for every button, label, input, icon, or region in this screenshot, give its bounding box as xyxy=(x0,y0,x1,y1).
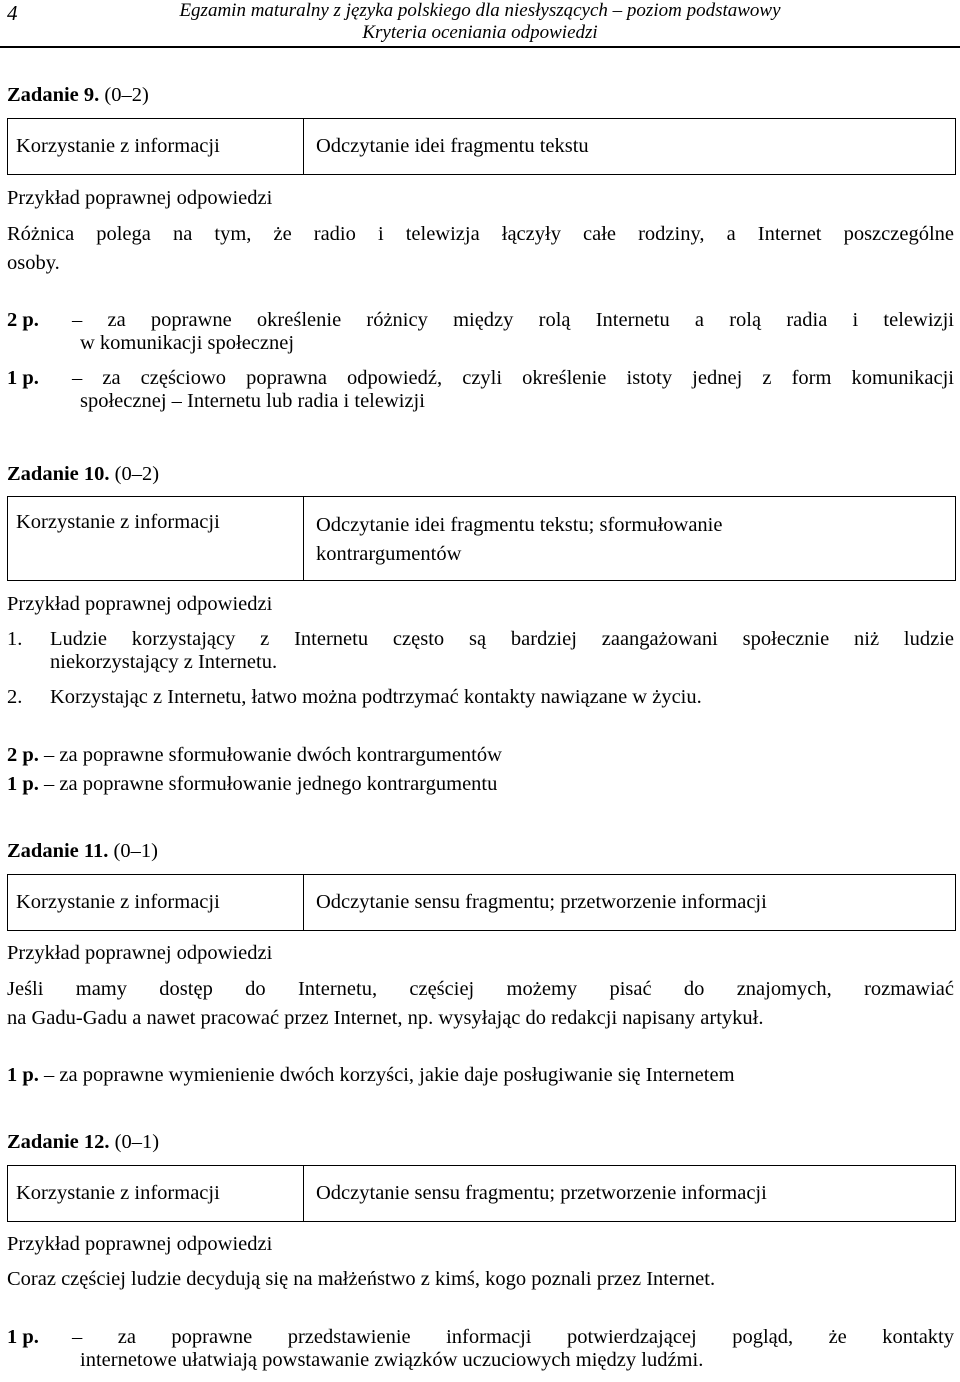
task-9-criteria-table xyxy=(7,118,956,175)
list-number: 2. xyxy=(7,686,23,708)
task-range: (0–2) xyxy=(104,84,149,106)
task-title-text: Zadanie 9. xyxy=(7,84,100,106)
score-points: 1 p. xyxy=(7,1326,39,1348)
score-1p xyxy=(7,367,954,413)
score-text: – za poprawne sformułowanie jednego kontrargumentu xyxy=(44,773,498,795)
score-text: – za poprawne określenie różnicy między rolą Internetu a rolą radia i telewizji xyxy=(72,309,954,331)
task-12-title xyxy=(7,1131,159,1154)
score-text-cont: społecznej – Internetu lub radia i telewizji xyxy=(80,390,425,412)
example-label: Przykład poprawnej odpowiedzi xyxy=(7,942,273,964)
example-label: Przykład poprawnej odpowiedzi xyxy=(7,187,273,209)
header-subtitle: Kryteria oceniania odpowiedzi xyxy=(362,22,598,43)
list-item xyxy=(7,686,954,709)
example-label: Przykład poprawnej odpowiedzi xyxy=(7,593,273,615)
score-points: 1 p. xyxy=(7,773,39,795)
page-header xyxy=(0,0,960,48)
score-text: – za poprawne sformułowanie dwóch kontrargumentów xyxy=(44,744,502,766)
score-2p xyxy=(7,309,954,355)
task-title-text: Zadanie 12. xyxy=(7,1131,110,1153)
task-range: (0–1) xyxy=(113,840,158,862)
answer-text: Jeśli mamy dostęp do Internetu, częściej możemy pisać do znajomych, rozmawiać xyxy=(7,978,954,1000)
task-10-criteria-table xyxy=(7,496,956,581)
example-label: Przykład poprawnej odpowiedzi xyxy=(7,1233,273,1255)
header-title: Egzamin maturalny z języka polskiego dla niesłyszących – poziom podstawowy xyxy=(179,0,781,21)
score-text-cont: w komunikacji społecznej xyxy=(80,332,295,354)
page-number: 4 xyxy=(7,1,18,25)
score-1p xyxy=(7,773,497,796)
skill-cell: Korzystanie z informacji xyxy=(16,891,220,913)
score-text-cont: internetowe ułatwiają powstawanie związków uczuciowych między ludźmi. xyxy=(80,1349,704,1371)
answer-text-cont: osoby. xyxy=(7,252,60,274)
list-item xyxy=(7,628,954,674)
requirement-line: Odczytanie idei fragmentu tekstu; sformułowanie xyxy=(316,514,723,536)
task-10-title xyxy=(7,463,159,486)
score-2p xyxy=(7,744,502,767)
skill-cell: Korzystanie z informacji xyxy=(16,1182,220,1204)
list-text: Korzystając z Internetu, łatwo można podtrzymać kontakty nawiązane w życiu. xyxy=(50,686,702,708)
score-text: – za poprawne wymienienie dwóch korzyści, jakie daje posługiwanie się Internetem xyxy=(44,1064,735,1086)
list-text: Ludzie korzystający z Internetu często są bardziej zaangażowani społecznie niż ludzie xyxy=(50,628,954,650)
skill-cell: Korzystanie z informacji xyxy=(16,511,220,533)
score-points: 1 p. xyxy=(7,367,39,389)
task-title-text: Zadanie 11. xyxy=(7,840,109,862)
score-1p xyxy=(7,1326,954,1372)
requirement-cell: Odczytanie sensu fragmentu; przetworzenie informacji xyxy=(303,1166,956,1221)
task-11-title xyxy=(7,840,158,863)
task-9-title xyxy=(7,84,149,107)
list-number: 1. xyxy=(7,628,23,650)
score-points: 2 p. xyxy=(7,744,39,766)
requirement-cell xyxy=(303,497,956,580)
task-12-criteria-table xyxy=(7,1165,956,1222)
requirement-cell: Odczytanie sensu fragmentu; przetworzenie informacji xyxy=(303,875,956,930)
answer-text-cont: na Gadu-Gadu a nawet pracować przez Internet, np. wysyłając do redakcji napisany artykuł. xyxy=(7,1007,764,1029)
task-title-text: Zadanie 10. xyxy=(7,463,110,485)
score-points: 1 p. xyxy=(7,1064,39,1086)
requirement-cell: Odczytanie idei fragmentu tekstu xyxy=(303,119,956,174)
skill-cell: Korzystanie z informacji xyxy=(16,135,220,157)
list-text-cont: niekorzystający z Internetu. xyxy=(50,651,278,673)
task-range: (0–1) xyxy=(114,1131,160,1153)
answer-text: Różnica polega na tym, że radio i telewizja łączyły całe rodziny, a Internet poszczególne xyxy=(7,223,954,245)
task-range: (0–2) xyxy=(114,463,160,485)
score-text: – za poprawne przedstawienie informacji potwierdzającej pogląd, że kontakty xyxy=(72,1326,954,1348)
score-text: – za częściowo poprawna odpowiedź, czyli określenie istoty jednej z form komunikacji xyxy=(72,367,954,389)
answer-text: Coraz częściej ludzie decydują się na małżeństwo z kimś, kogo poznali przez Internet. xyxy=(7,1268,716,1290)
score-points: 2 p. xyxy=(7,309,39,331)
task-11-criteria-table xyxy=(7,874,956,931)
score-1p xyxy=(7,1064,735,1087)
requirement-line: kontrargumentów xyxy=(316,543,462,565)
